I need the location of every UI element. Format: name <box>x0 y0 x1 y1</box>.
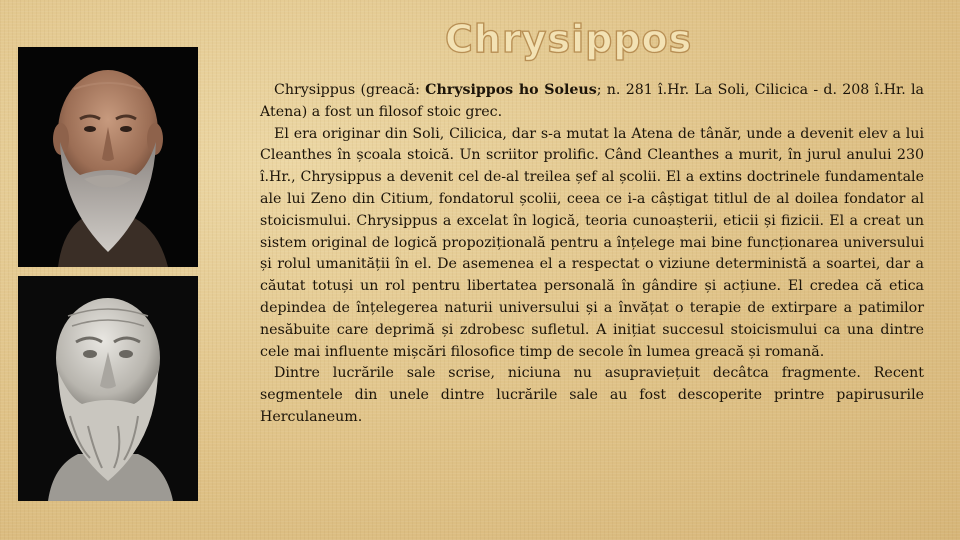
paragraph-biography: El era originar din Soli, Cilicica, dar s-a mutat la Atena de tânăr, unde a devenit elev a lui Cleanthes în școala stoică. Un scriitor prolific. Când Cleanthes a murit, în jurul anului 230 î.Hr., Chrysippus a devenit cel de-al treilea șef al școlii. El a extins doctrinele fundamentale ale lui Zeno din Citium, fondatorul școlii, ceea ce i-a câștigat titlul de al doilea fondator al stoicismului. Chrysippus a excelat în logică, teoria cunoașterii, eticii și fizicii. El a creat un sistem original de logică propozițională pentru a înțelege mai bine funcționarea universului și rolul umanității în el. De asemenea el a respectat o viziune deterministă a soartei, dar a căutat totuși un rol pentru libertatea personală în gândire și acțiune. El credea că etica depindea de înțelegerea naturii universului și a învățat o terapie de extirpare a patimilor nesăbuite care deprimă și zdrobesc sufletul. A inițiat succesul stoicismului ca una dintre cele mai influente mișcări filosofice timp de secole în lumea greacă și romană. <box>260 125 924 360</box>
greek-name: Chrysippos ho Soleus <box>425 82 597 98</box>
paragraph-intro-start: Chrysippus (greacă: <box>274 82 426 98</box>
paragraph-intro-end: ; n. 281 î.Hr. La Soli, Cilicica - d. 208 î.Hr. la Atena) a fost un filosof stoic grec. <box>260 82 924 120</box>
reconstructed-face-portrait-icon <box>18 47 198 267</box>
paragraph-works: Dintre lucrările sale scrise, niciuna nu asupraviețuit decâtca fragmente. Recent segmentele din unele dintre lucrările sale au fost descoperite printre papirusurile Herculaneum. <box>260 365 924 425</box>
body-text <box>260 80 924 429</box>
paragraph-intro <box>260 80 924 124</box>
page-title: Chrysippos <box>445 17 693 61</box>
marble-bust-portrait-icon <box>18 276 198 501</box>
